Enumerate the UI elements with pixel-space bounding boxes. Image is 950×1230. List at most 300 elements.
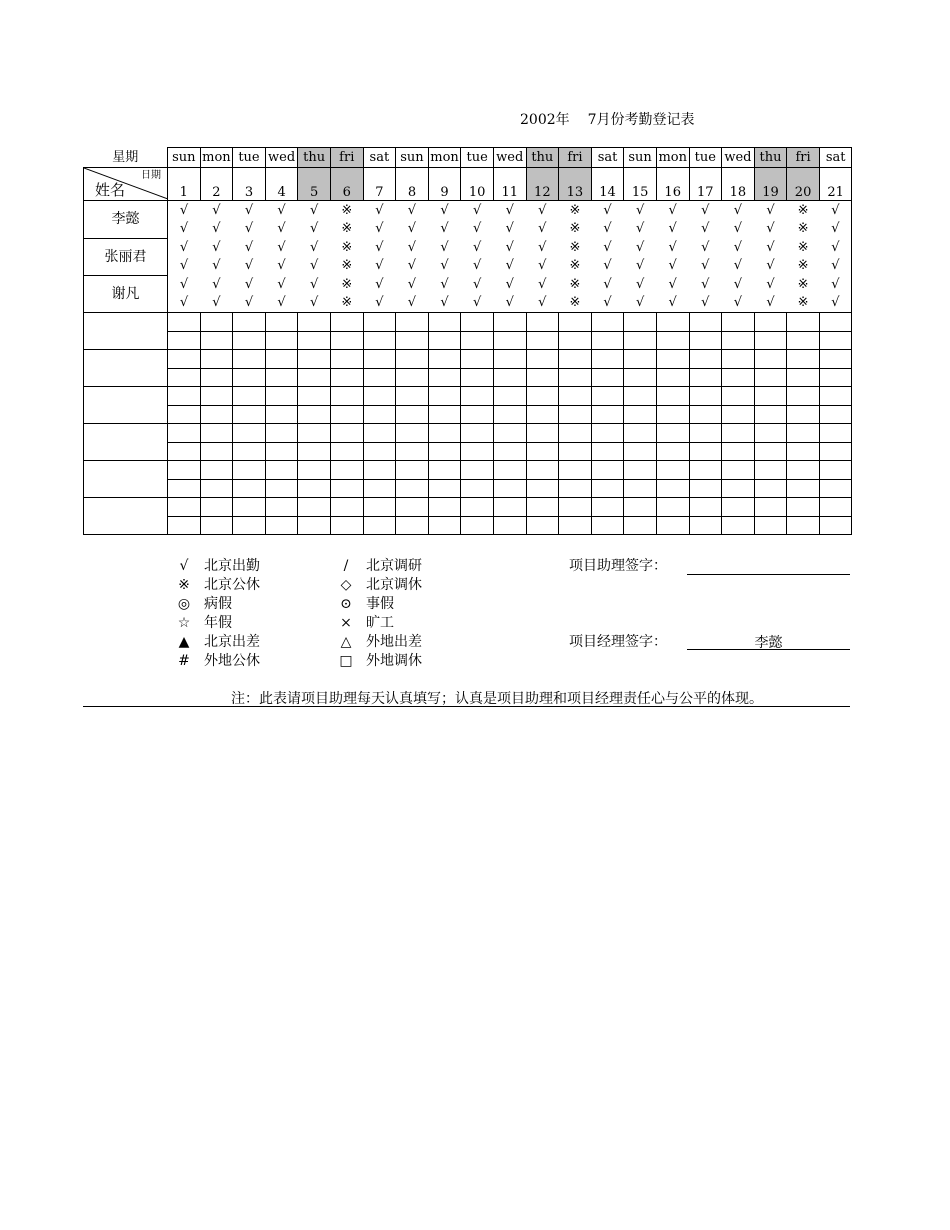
- attendance-mark[interactable]: √: [733, 276, 743, 292]
- attendance-mark[interactable]: √: [603, 202, 612, 218]
- empty-cell[interactable]: [493, 424, 526, 443]
- empty-cell[interactable]: [265, 442, 298, 461]
- empty-cell[interactable]: [233, 387, 266, 406]
- empty-cell[interactable]: [330, 442, 363, 461]
- empty-cell[interactable]: [689, 516, 722, 535]
- attendance-mark[interactable]: √: [733, 202, 743, 218]
- attendance-mark[interactable]: √: [668, 239, 677, 255]
- empty-name-cell[interactable]: [84, 461, 168, 498]
- empty-cell[interactable]: [526, 461, 559, 480]
- empty-cell[interactable]: [428, 368, 461, 387]
- empty-cell[interactable]: [330, 479, 363, 498]
- empty-cell[interactable]: [787, 442, 820, 461]
- empty-cell[interactable]: [200, 350, 233, 369]
- attendance-mark[interactable]: √: [635, 221, 645, 237]
- attendance-mark[interactable]: √: [179, 295, 189, 311]
- empty-cell[interactable]: [819, 405, 852, 424]
- attendance-mark[interactable]: ※: [569, 258, 581, 274]
- empty-cell[interactable]: [265, 461, 298, 480]
- empty-cell[interactable]: [461, 350, 494, 369]
- empty-cell[interactable]: [428, 350, 461, 369]
- attendance-mark[interactable]: √: [701, 258, 710, 274]
- attendance-mark[interactable]: ※: [341, 221, 353, 237]
- empty-cell[interactable]: [754, 516, 787, 535]
- empty-name-cell[interactable]: [84, 313, 168, 350]
- empty-cell[interactable]: [363, 331, 396, 350]
- empty-cell[interactable]: [461, 331, 494, 350]
- empty-cell[interactable]: [591, 350, 624, 369]
- empty-cell[interactable]: [493, 331, 526, 350]
- attendance-mark[interactable]: √: [819, 257, 852, 276]
- attendance-mark[interactable]: √: [766, 295, 775, 311]
- empty-cell[interactable]: [656, 331, 689, 350]
- empty-cell[interactable]: [396, 405, 429, 424]
- empty-cell[interactable]: [363, 368, 396, 387]
- empty-cell[interactable]: [428, 387, 461, 406]
- attendance-mark[interactable]: √: [766, 202, 775, 218]
- empty-cell[interactable]: [265, 387, 298, 406]
- attendance-mark[interactable]: √: [277, 276, 286, 292]
- attendance-mark[interactable]: √: [179, 239, 189, 255]
- empty-cell[interactable]: [754, 331, 787, 350]
- empty-cell[interactable]: [754, 405, 787, 424]
- empty-cell[interactable]: [656, 461, 689, 480]
- attendance-mark[interactable]: √: [277, 239, 286, 255]
- empty-cell[interactable]: [233, 516, 266, 535]
- empty-cell[interactable]: [461, 461, 494, 480]
- empty-cell[interactable]: [656, 368, 689, 387]
- attendance-mark[interactable]: √: [603, 221, 612, 237]
- empty-cell[interactable]: [363, 405, 396, 424]
- attendance-mark[interactable]: √: [277, 202, 286, 218]
- empty-cell[interactable]: [363, 442, 396, 461]
- attendance-mark[interactable]: √: [244, 276, 254, 292]
- empty-cell[interactable]: [787, 405, 820, 424]
- attendance-mark[interactable]: √: [310, 276, 319, 292]
- empty-cell[interactable]: [168, 516, 201, 535]
- empty-cell[interactable]: [754, 479, 787, 498]
- attendance-mark[interactable]: √: [819, 275, 852, 294]
- attendance-mark[interactable]: √: [440, 276, 449, 292]
- empty-cell[interactable]: [787, 424, 820, 443]
- empty-cell[interactable]: [461, 498, 494, 517]
- empty-cell[interactable]: [656, 516, 689, 535]
- empty-cell[interactable]: [168, 331, 201, 350]
- empty-name-cell[interactable]: [84, 498, 168, 535]
- empty-cell[interactable]: [330, 516, 363, 535]
- attendance-mark[interactable]: ※: [569, 221, 581, 237]
- attendance-mark[interactable]: √: [538, 276, 547, 292]
- empty-cell[interactable]: [559, 442, 592, 461]
- empty-cell[interactable]: [787, 479, 820, 498]
- empty-cell[interactable]: [265, 350, 298, 369]
- empty-cell[interactable]: [493, 479, 526, 498]
- empty-cell[interactable]: [363, 461, 396, 480]
- empty-cell[interactable]: [722, 368, 755, 387]
- empty-cell[interactable]: [819, 387, 852, 406]
- empty-cell[interactable]: [624, 368, 657, 387]
- empty-cell[interactable]: [526, 424, 559, 443]
- empty-cell[interactable]: [461, 424, 494, 443]
- empty-cell[interactable]: [493, 350, 526, 369]
- empty-cell[interactable]: [819, 424, 852, 443]
- attendance-mark[interactable]: ※: [341, 202, 353, 218]
- empty-cell[interactable]: [722, 498, 755, 517]
- attendance-mark[interactable]: √: [310, 239, 319, 255]
- empty-cell[interactable]: [689, 405, 722, 424]
- attendance-mark[interactable]: √: [472, 276, 482, 292]
- empty-cell[interactable]: [428, 424, 461, 443]
- empty-cell[interactable]: [363, 516, 396, 535]
- attendance-mark[interactable]: √: [212, 276, 221, 292]
- attendance-mark[interactable]: √: [440, 295, 449, 311]
- empty-cell[interactable]: [819, 368, 852, 387]
- empty-cell[interactable]: [363, 479, 396, 498]
- empty-cell[interactable]: [624, 516, 657, 535]
- empty-cell[interactable]: [168, 498, 201, 517]
- attendance-mark[interactable]: √: [505, 239, 514, 255]
- empty-cell[interactable]: [656, 498, 689, 517]
- attendance-mark[interactable]: √: [375, 221, 384, 237]
- attendance-mark[interactable]: √: [407, 276, 417, 292]
- empty-cell[interactable]: [265, 424, 298, 443]
- empty-cell[interactable]: [526, 387, 559, 406]
- attendance-mark[interactable]: √: [766, 276, 775, 292]
- empty-cell[interactable]: [168, 405, 201, 424]
- empty-cell[interactable]: [396, 313, 429, 332]
- empty-cell[interactable]: [526, 442, 559, 461]
- empty-cell[interactable]: [787, 350, 820, 369]
- empty-cell[interactable]: [168, 479, 201, 498]
- attendance-mark[interactable]: √: [538, 239, 547, 255]
- empty-cell[interactable]: [461, 313, 494, 332]
- empty-cell[interactable]: [591, 387, 624, 406]
- empty-cell[interactable]: [722, 350, 755, 369]
- empty-cell[interactable]: [298, 442, 331, 461]
- empty-cell[interactable]: [559, 498, 592, 517]
- empty-cell[interactable]: [363, 387, 396, 406]
- empty-cell[interactable]: [559, 350, 592, 369]
- empty-cell[interactable]: [233, 405, 266, 424]
- empty-cell[interactable]: [591, 498, 624, 517]
- attendance-mark[interactable]: √: [603, 276, 612, 292]
- empty-cell[interactable]: [819, 498, 852, 517]
- empty-cell[interactable]: [233, 442, 266, 461]
- empty-cell[interactable]: [591, 313, 624, 332]
- empty-cell[interactable]: [396, 498, 429, 517]
- attendance-mark[interactable]: ※: [797, 276, 809, 292]
- attendance-mark[interactable]: √: [668, 276, 677, 292]
- empty-cell[interactable]: [363, 313, 396, 332]
- empty-cell[interactable]: [233, 461, 266, 480]
- empty-cell[interactable]: [656, 442, 689, 461]
- empty-cell[interactable]: [624, 461, 657, 480]
- empty-cell[interactable]: [624, 479, 657, 498]
- attendance-mark[interactable]: √: [603, 295, 612, 311]
- empty-cell[interactable]: [591, 516, 624, 535]
- empty-cell[interactable]: [689, 387, 722, 406]
- empty-cell[interactable]: [754, 461, 787, 480]
- attendance-mark[interactable]: ※: [569, 295, 581, 311]
- empty-cell[interactable]: [754, 498, 787, 517]
- empty-name-cell[interactable]: [84, 350, 168, 387]
- empty-cell[interactable]: [396, 350, 429, 369]
- attendance-mark[interactable]: √: [733, 295, 743, 311]
- empty-cell[interactable]: [722, 331, 755, 350]
- manager-signature-field[interactable]: 李懿: [687, 632, 850, 650]
- empty-cell[interactable]: [754, 442, 787, 461]
- attendance-mark[interactable]: √: [505, 221, 514, 237]
- empty-cell[interactable]: [624, 331, 657, 350]
- attendance-mark[interactable]: √: [375, 202, 384, 218]
- empty-cell[interactable]: [787, 368, 820, 387]
- empty-cell[interactable]: [559, 387, 592, 406]
- empty-cell[interactable]: [233, 424, 266, 443]
- empty-cell[interactable]: [330, 350, 363, 369]
- empty-cell[interactable]: [656, 424, 689, 443]
- attendance-mark[interactable]: √: [212, 295, 221, 311]
- empty-cell[interactable]: [689, 331, 722, 350]
- empty-cell[interactable]: [722, 424, 755, 443]
- empty-cell[interactable]: [754, 350, 787, 369]
- empty-cell[interactable]: [819, 350, 852, 369]
- empty-cell[interactable]: [298, 479, 331, 498]
- attendance-mark[interactable]: √: [635, 202, 645, 218]
- empty-cell[interactable]: [428, 313, 461, 332]
- attendance-mark[interactable]: √: [603, 258, 612, 274]
- empty-cell[interactable]: [461, 442, 494, 461]
- empty-cell[interactable]: [559, 461, 592, 480]
- attendance-mark[interactable]: √: [668, 258, 677, 274]
- empty-cell[interactable]: [689, 313, 722, 332]
- attendance-mark[interactable]: √: [244, 258, 254, 274]
- empty-cell[interactable]: [363, 350, 396, 369]
- empty-cell[interactable]: [787, 331, 820, 350]
- empty-cell[interactable]: [722, 479, 755, 498]
- empty-cell[interactable]: [396, 479, 429, 498]
- attendance-mark[interactable]: √: [766, 258, 775, 274]
- attendance-mark[interactable]: √: [766, 221, 775, 237]
- attendance-mark[interactable]: √: [701, 276, 710, 292]
- empty-cell[interactable]: [493, 368, 526, 387]
- empty-cell[interactable]: [526, 479, 559, 498]
- attendance-mark[interactable]: √: [603, 239, 612, 255]
- empty-cell[interactable]: [298, 424, 331, 443]
- empty-cell[interactable]: [493, 405, 526, 424]
- attendance-mark[interactable]: √: [375, 239, 384, 255]
- attendance-mark[interactable]: ※: [341, 276, 353, 292]
- empty-cell[interactable]: [819, 461, 852, 480]
- empty-cell[interactable]: [787, 313, 820, 332]
- empty-cell[interactable]: [428, 405, 461, 424]
- attendance-mark[interactable]: √: [244, 239, 254, 255]
- empty-cell[interactable]: [461, 387, 494, 406]
- empty-cell[interactable]: [363, 424, 396, 443]
- empty-cell[interactable]: [330, 387, 363, 406]
- empty-cell[interactable]: [200, 479, 233, 498]
- attendance-mark[interactable]: √: [538, 202, 547, 218]
- empty-cell[interactable]: [689, 479, 722, 498]
- empty-cell[interactable]: [298, 387, 331, 406]
- empty-cell[interactable]: [722, 442, 755, 461]
- attendance-mark[interactable]: ※: [569, 276, 581, 292]
- empty-cell[interactable]: [233, 498, 266, 517]
- attendance-mark[interactable]: √: [440, 239, 449, 255]
- empty-cell[interactable]: [233, 350, 266, 369]
- attendance-mark[interactable]: √: [179, 202, 189, 218]
- empty-cell[interactable]: [624, 442, 657, 461]
- empty-cell[interactable]: [461, 405, 494, 424]
- empty-cell[interactable]: [265, 313, 298, 332]
- empty-cell[interactable]: [819, 479, 852, 498]
- empty-cell[interactable]: [819, 331, 852, 350]
- empty-cell[interactable]: [526, 405, 559, 424]
- attendance-mark[interactable]: √: [244, 221, 254, 237]
- empty-cell[interactable]: [722, 461, 755, 480]
- attendance-mark[interactable]: √: [407, 239, 417, 255]
- empty-cell[interactable]: [819, 442, 852, 461]
- attendance-mark[interactable]: √: [212, 202, 221, 218]
- empty-cell[interactable]: [559, 405, 592, 424]
- attendance-mark[interactable]: ※: [569, 239, 581, 255]
- empty-cell[interactable]: [787, 516, 820, 535]
- empty-cell[interactable]: [754, 424, 787, 443]
- attendance-mark[interactable]: √: [472, 221, 482, 237]
- empty-cell[interactable]: [591, 331, 624, 350]
- empty-cell[interactable]: [526, 313, 559, 332]
- attendance-mark[interactable]: ※: [797, 258, 809, 274]
- empty-cell[interactable]: [461, 368, 494, 387]
- attendance-mark[interactable]: √: [819, 201, 852, 220]
- attendance-mark[interactable]: √: [701, 221, 710, 237]
- attendance-mark[interactable]: √: [277, 221, 286, 237]
- attendance-mark[interactable]: √: [310, 202, 319, 218]
- empty-cell[interactable]: [168, 424, 201, 443]
- attendance-mark[interactable]: √: [277, 258, 286, 274]
- empty-name-cell[interactable]: [84, 424, 168, 461]
- empty-cell[interactable]: [428, 442, 461, 461]
- empty-cell[interactable]: [330, 424, 363, 443]
- empty-cell[interactable]: [787, 498, 820, 517]
- attendance-mark[interactable]: √: [440, 202, 449, 218]
- empty-cell[interactable]: [396, 387, 429, 406]
- attendance-mark[interactable]: ※: [341, 295, 353, 311]
- empty-cell[interactable]: [722, 516, 755, 535]
- attendance-mark[interactable]: √: [472, 202, 482, 218]
- empty-cell[interactable]: [722, 387, 755, 406]
- empty-cell[interactable]: [200, 387, 233, 406]
- attendance-mark[interactable]: √: [733, 258, 743, 274]
- empty-cell[interactable]: [559, 424, 592, 443]
- empty-cell[interactable]: [200, 461, 233, 480]
- empty-cell[interactable]: [265, 331, 298, 350]
- empty-cell[interactable]: [656, 387, 689, 406]
- empty-cell[interactable]: [428, 331, 461, 350]
- attendance-mark[interactable]: √: [538, 221, 547, 237]
- attendance-mark[interactable]: √: [505, 258, 514, 274]
- attendance-mark[interactable]: √: [819, 294, 852, 313]
- empty-cell[interactable]: [298, 498, 331, 517]
- attendance-mark[interactable]: √: [179, 221, 189, 237]
- empty-cell[interactable]: [559, 313, 592, 332]
- attendance-mark[interactable]: √: [212, 239, 221, 255]
- empty-cell[interactable]: [689, 461, 722, 480]
- attendance-mark[interactable]: ※: [797, 239, 809, 255]
- attendance-mark[interactable]: √: [472, 239, 482, 255]
- assistant-signature-field[interactable]: [687, 557, 850, 575]
- empty-cell[interactable]: [168, 442, 201, 461]
- empty-cell[interactable]: [526, 368, 559, 387]
- empty-cell[interactable]: [363, 498, 396, 517]
- attendance-mark[interactable]: √: [440, 221, 449, 237]
- attendance-mark[interactable]: ※: [797, 295, 809, 311]
- empty-cell[interactable]: [396, 516, 429, 535]
- empty-cell[interactable]: [233, 313, 266, 332]
- empty-cell[interactable]: [298, 461, 331, 480]
- attendance-mark[interactable]: √: [212, 221, 221, 237]
- attendance-mark[interactable]: ※: [797, 202, 809, 218]
- empty-cell[interactable]: [330, 368, 363, 387]
- empty-cell[interactable]: [168, 368, 201, 387]
- empty-cell[interactable]: [233, 368, 266, 387]
- empty-cell[interactable]: [787, 387, 820, 406]
- empty-cell[interactable]: [493, 313, 526, 332]
- empty-cell[interactable]: [624, 350, 657, 369]
- attendance-mark[interactable]: ※: [797, 221, 809, 237]
- attendance-mark[interactable]: √: [668, 295, 677, 311]
- empty-cell[interactable]: [689, 498, 722, 517]
- attendance-mark[interactable]: √: [407, 202, 417, 218]
- empty-cell[interactable]: [689, 368, 722, 387]
- empty-cell[interactable]: [298, 516, 331, 535]
- empty-cell[interactable]: [298, 350, 331, 369]
- attendance-mark[interactable]: √: [505, 276, 514, 292]
- empty-cell[interactable]: [298, 313, 331, 332]
- attendance-mark[interactable]: √: [472, 295, 482, 311]
- empty-cell[interactable]: [428, 479, 461, 498]
- attendance-mark[interactable]: √: [310, 221, 319, 237]
- attendance-mark[interactable]: √: [375, 276, 384, 292]
- empty-cell[interactable]: [168, 313, 201, 332]
- empty-cell[interactable]: [265, 405, 298, 424]
- attendance-mark[interactable]: √: [668, 221, 677, 237]
- empty-cell[interactable]: [428, 516, 461, 535]
- empty-cell[interactable]: [689, 442, 722, 461]
- empty-cell[interactable]: [330, 461, 363, 480]
- empty-cell[interactable]: [591, 442, 624, 461]
- empty-cell[interactable]: [265, 479, 298, 498]
- attendance-mark[interactable]: √: [733, 239, 743, 255]
- empty-cell[interactable]: [689, 424, 722, 443]
- attendance-mark[interactable]: √: [244, 202, 254, 218]
- attendance-mark[interactable]: √: [538, 258, 547, 274]
- empty-cell[interactable]: [493, 516, 526, 535]
- empty-cell[interactable]: [624, 387, 657, 406]
- empty-cell[interactable]: [722, 405, 755, 424]
- attendance-mark[interactable]: ※: [341, 258, 353, 274]
- empty-cell[interactable]: [656, 405, 689, 424]
- empty-cell[interactable]: [168, 387, 201, 406]
- empty-cell[interactable]: [396, 442, 429, 461]
- empty-cell[interactable]: [591, 405, 624, 424]
- empty-cell[interactable]: [624, 313, 657, 332]
- empty-cell[interactable]: [200, 405, 233, 424]
- empty-cell[interactable]: [428, 461, 461, 480]
- attendance-mark[interactable]: √: [635, 258, 645, 274]
- empty-cell[interactable]: [298, 405, 331, 424]
- empty-cell[interactable]: [396, 461, 429, 480]
- attendance-mark[interactable]: √: [701, 295, 710, 311]
